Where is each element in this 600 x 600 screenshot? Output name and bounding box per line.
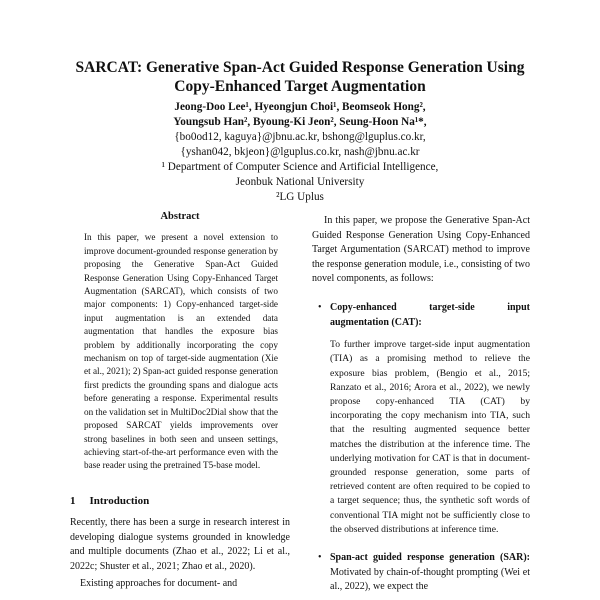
affiliation-1-line-2: Jeonbuk National University <box>235 176 365 188</box>
title-line-2: Copy-Enhanced Target Augmentation <box>174 78 426 95</box>
affiliation-1-line-1: ¹ Department of Computer Science and Artificial Intelligence, <box>161 161 439 173</box>
method-intro-text: In this paper, we propose the Generative Span-Act Guided Response Generation Using Copy-Enhanced Target Argumentation (SARCAT) method to improve the response generation module, i.e., consisting of two novel components, as follows: <box>312 215 531 285</box>
paper-title <box>0 58 600 96</box>
bullet-cat <box>312 301 530 537</box>
introduction-text-continued: Existing approaches for document- and <box>80 577 238 589</box>
introduction-text: Recently, there has been a surge in research interest in developing dialogue systems grounded in knowledge and multiple documents (Zhao et al., 2022; Li et al., 2022c; Shuster et al., 2021; Zhao et al., 2020). <box>70 517 290 572</box>
right-column <box>312 210 530 595</box>
bullet-sar <box>312 551 530 595</box>
section-title: Introduction <box>89 494 150 507</box>
authors-line-2: Youngsub Han², Byoung-Ki Jeon², Seung-Hoon Na¹*, <box>173 116 427 128</box>
title-line-1: SARCAT: Generative Span-Act Guided Response Generation Using <box>75 59 525 76</box>
left-column <box>70 210 290 591</box>
paper-header <box>0 58 600 205</box>
bullet-dot-icon: • <box>318 301 322 313</box>
bullet-cat-heading: Copy-enhanced target-side input augmentation (CAT): <box>330 301 530 328</box>
authors-line-1: Jeong-Doo Lee¹, Hyeongjun Choi¹, Beomseok Hong², <box>174 101 426 113</box>
abstract-heading: Abstract <box>160 211 200 222</box>
emails-line-1: {bo0od12, kaguya}@jbnu.ac.kr, bshong@lguplus.co.kr, <box>174 131 426 143</box>
author-block <box>0 100 600 205</box>
bullet-cat-text: To further improve target-side input augmentation (TIA) as a promising method to relieve the exposure bias problem, (Bengio et al., 2015; Ranzato et al., 2016; Arora et al., 2022), we newly propose copy-enhanced TIA (CAT) by incorporating the copy mechanism into TIA, such that the resulting augmented sequence better matches the distribution at the inference time. The underlying motivation for CAT is that in document-grounded response generation, some parts of retrieved content are often required to be copied to a target sequence; thus, the synthetic soft words of conventional TIA might not be sufficiently close to the observed distributions at inference time. <box>330 339 530 535</box>
abstract-text: In this paper, we present a novel extension to improve document-grounded response generation by proposing the Generative Span-Act Guided Response Generation Using Copy-Enhanced Target Augmentation (SARCAT), which consists of two major components: 1) Copy-enhanced target-side input augmentation is an extended data augmentation that handles the exposure bias problem by additionally incorporating the copy mechanism on top of target-side augmentation (Xie et al., 2021); 2) Span-act guided response generation first predicts the grounding spans and dialogue acts before generating a response. Experimental results on the validation set in MultiDoc2Dial show that the proposed SARCAT yields improvements over strong baselines in both seen and unseen settings, achieving start-of-the-art performance even with the base reader using the pretrained T5-base model. <box>84 232 278 471</box>
section-number: 1 <box>70 494 76 507</box>
bullet-sar-text: Motivated by chain-of-thought prompting (Wei et al., 2022), we expect the <box>330 566 530 593</box>
emails-line-2: {yshan042, bkjeon}@lguplus.co.kr, nash@jbnu.ac.kr <box>180 146 420 158</box>
affiliation-2: ²LG Uplus <box>276 191 324 203</box>
bullet-sar-heading: Span-act guided response generation (SAR): <box>330 552 530 563</box>
introduction-heading <box>70 495 290 508</box>
bullet-dot-icon: • <box>318 552 322 563</box>
